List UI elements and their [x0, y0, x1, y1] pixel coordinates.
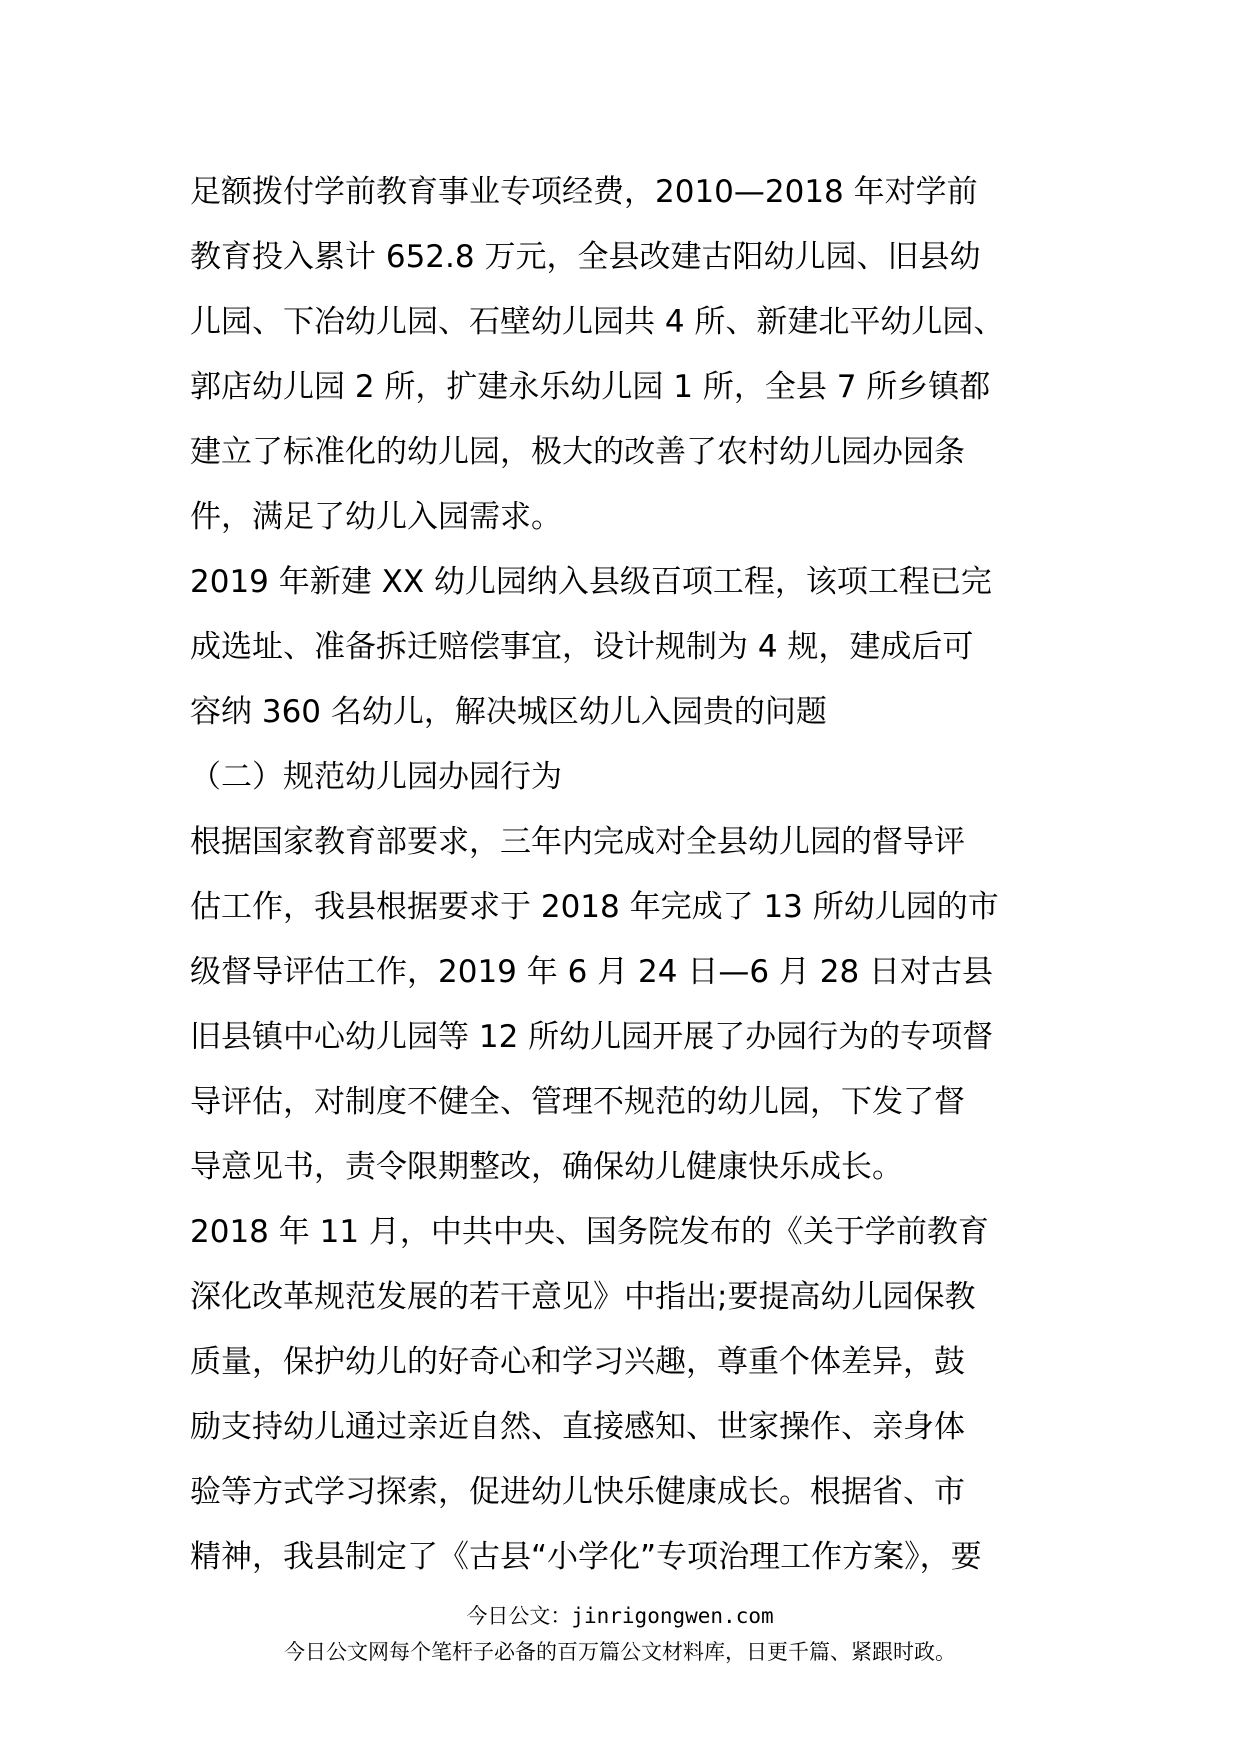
text-line: 验等方式学习探索，促进幼儿快乐健康成长。根据省、市 — [190, 1474, 965, 1510]
text-line: 成选址、准备拆迁赔偿事宜，设计规制为 4 规，建成后可 — [190, 629, 974, 665]
text-line: 2019 年新建 XX 幼儿园纳入县级百项工程，该项工程已完 — [190, 564, 992, 600]
text-line: 励支持幼儿通过亲近自然、直接感知、世家操作、亲身体 — [190, 1409, 965, 1445]
text-line: 儿园、下冶幼儿园、石壁幼儿园共 4 所、新建北平幼儿园、 — [190, 304, 1005, 340]
text-line: 建立了标准化的幼儿园，极大的改善了农村幼儿园办园条 — [190, 434, 965, 470]
text-line: 导意见书，责令限期整改，确保幼儿健康快乐成长。 — [190, 1149, 903, 1185]
text-line: 2018 年 11 月，中共中央、国务院发布的《关于学前教育 — [190, 1214, 989, 1250]
text-line: 足额拨付学前教育事业专项经费，2010—2018 年对学前 — [190, 174, 978, 210]
text-line: 级督导评估工作，2019 年 6 月 24 日—6 月 28 日对古县 — [190, 954, 994, 990]
text-line: 深化改革规范发展的若干意见》中指出;要提高幼儿园保教 — [190, 1279, 976, 1315]
text-line: 质量，保护幼儿的好奇心和学习兴趣，尊重个体差异，鼓 — [190, 1344, 965, 1380]
text-line: 教育投入累计 652.8 万元，全县改建古阳幼儿园、旧县幼 — [190, 239, 981, 275]
footer-tagline: 今日公文网每个笔杆子必备的百万篇公文材料库，日更千篇、紧跟时政。 — [284, 1640, 956, 1664]
text-line: 郭店幼儿园 2 所，扩建永乐幼儿园 1 所，全县 7 所乡镇都 — [190, 369, 991, 405]
text-line: 件，满足了幼儿入园需求。 — [190, 499, 562, 535]
text-line: 根据国家教育部要求，三年内完成对全县幼儿园的督导评 — [190, 824, 965, 860]
text-line: 导评估，对制度不健全、管理不规范的幼儿园，下发了督 — [190, 1084, 965, 1120]
footer-site — [0, 1600, 1240, 1630]
text-line: 容纳 360 名幼儿，解决城区幼儿入园贵的问题 — [190, 694, 827, 730]
section-heading: （二）规范幼儿园办园行为 — [190, 759, 562, 795]
text-line: 精神，我县制定了《古县“小学化”专项治理工作方案》，要 — [190, 1539, 982, 1575]
text-line: 估工作，我县根据要求于 2018 年完成了 13 所幼儿园的市 — [190, 889, 999, 925]
text-line: 旧县镇中心幼儿园等 12 所幼儿园开展了办园行为的专项督 — [190, 1019, 994, 1055]
document-body — [190, 160, 1070, 1590]
footer-site-link[interactable]: jinrigongwen.com — [571, 1604, 774, 1628]
footer-site-label: 今日公文： — [466, 1604, 572, 1628]
